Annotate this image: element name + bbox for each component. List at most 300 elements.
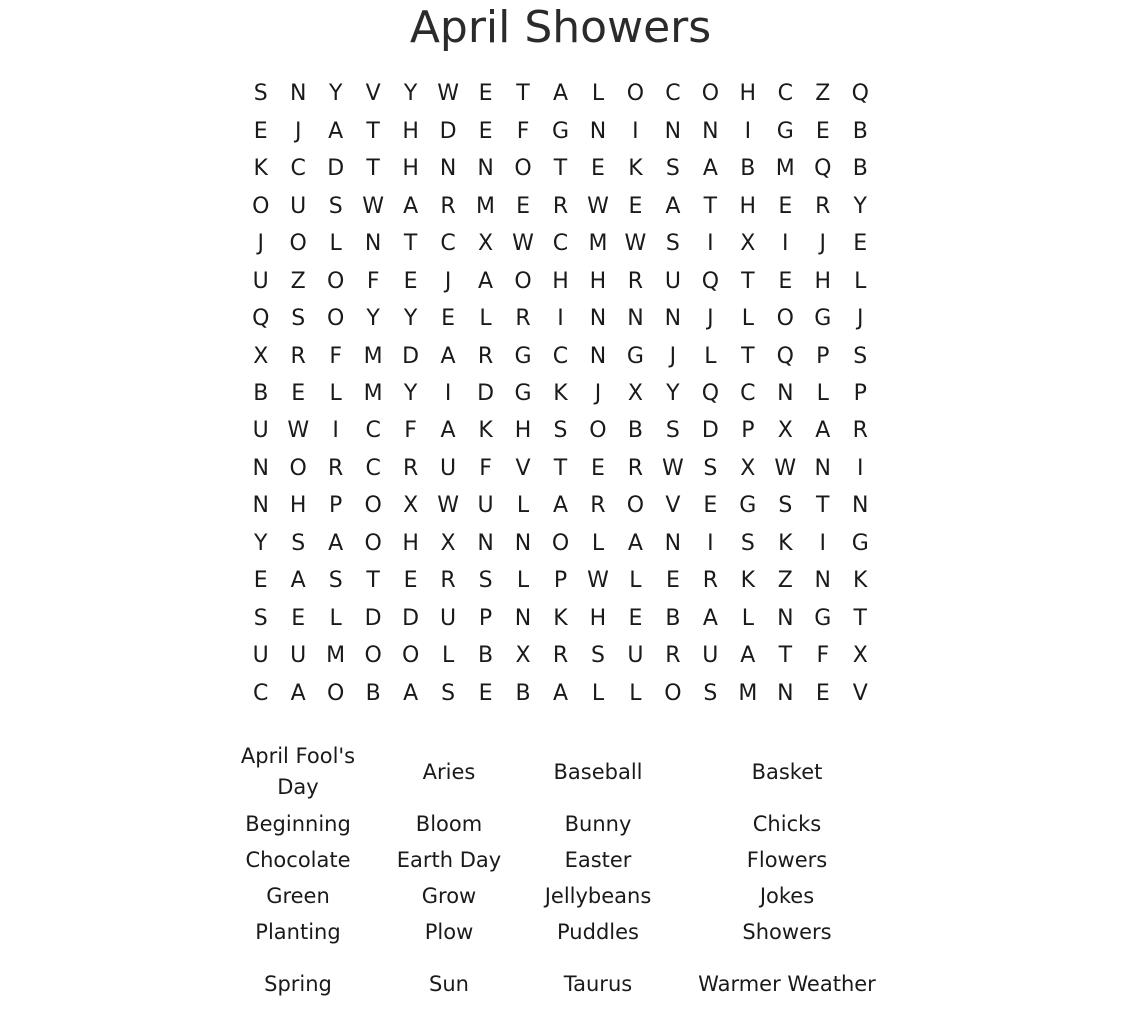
grid-letter: T [366,118,380,144]
word-list-item: Jellybeans [544,883,652,908]
grid-letter: L [704,343,717,369]
word-list-item: Showers [742,919,832,944]
grid-letter: H [552,268,569,294]
grid-letter: I [744,118,752,144]
grid-letter: Z [290,268,306,294]
grid-letter: B [478,643,494,669]
grid-letter: B [665,605,681,631]
grid-letter: E [703,493,718,519]
grid-letter: O [364,493,382,519]
grid-letter: M [363,343,383,369]
grid-letter: O [327,268,345,294]
grid-letter: T [553,156,568,182]
grid-letter: L [591,680,605,706]
grid-letter: S [553,418,568,444]
grid-letter: R [402,455,419,481]
grid-letter: W [287,418,310,444]
grid-letter: E [478,81,493,107]
grid-letter: L [741,605,754,631]
grid-letter: W [774,455,797,481]
grid-letter: N [852,493,869,519]
grid-letter: V [365,81,381,107]
word-list-item: Basket [751,759,823,784]
grid-letter: K [253,156,268,182]
grid-letter: O [514,268,532,294]
grid-letter: K [478,418,493,444]
grid-letter: C [290,156,306,182]
word-list-item: Baseball [553,759,643,784]
grid-letter: S [441,680,456,706]
grid-letter: T [553,455,568,481]
grid-letter: O [776,306,794,332]
grid-letter: S [291,306,306,332]
grid-letter: E [291,380,306,406]
word-list-item: Green [266,883,330,908]
grid-letter: X [515,643,531,669]
grid-letter: T [778,643,793,669]
grid-letter: I [557,306,564,332]
word-list-item: Sun [429,971,469,996]
grid-letter: G [514,343,532,369]
word-list-item: Puddles [557,919,639,944]
grid-letter: G [551,118,570,144]
grid-letter: R [515,306,531,332]
word-list-item: Easter [564,847,632,872]
grid-letter: K [853,568,868,594]
grid-letter: H [289,493,307,519]
grid-letter: E [591,156,605,182]
grid-letter: N [627,306,644,332]
grid-letter: Q [701,380,720,406]
grid-letter: Z [777,568,793,594]
grid-letter: C [665,81,681,107]
grid-letter: V [852,680,868,706]
grid-letter: L [516,568,530,594]
word-list-item: Grow [421,883,477,908]
grid-letter: J [707,306,714,332]
grid-letter: S [328,193,343,219]
grid-letter: R [590,493,606,519]
grid-letter: I [444,380,452,406]
grid-letter: E [853,231,868,257]
grid-letter: N [702,118,719,144]
grid-letter: U [440,455,457,481]
grid-letter: F [479,455,492,481]
grid-letter: O [626,81,645,107]
grid-letter: R [552,193,569,219]
grid-letter: E [778,268,793,294]
grid-letter: E [253,568,268,594]
grid-letter: T [516,81,530,107]
grid-letter: O [664,680,682,706]
grid-letter: M [775,156,795,182]
grid-letter: C [777,81,793,107]
grid-letter: V [515,455,531,481]
grid-letter: V [665,493,681,519]
grid-letter: R [627,268,644,294]
word-list-item: Bloom [415,811,483,836]
grid-letter: N [777,605,794,631]
grid-letter: H [402,156,419,182]
word-list-item: Bunny [564,811,632,836]
grid-letter: S [253,605,268,631]
grid-letter: T [366,568,380,594]
grid-letter: J [294,118,302,144]
grid-letter: F [366,268,380,294]
grid-letter: U [627,643,644,669]
grid-letter: X [852,643,868,669]
grid-letter: J [444,268,452,294]
grid-letter: C [253,680,269,706]
grid-letter: N [439,156,457,182]
grid-letter: W [437,81,459,107]
grid-letter: T [703,193,718,219]
word-list-item: Flowers [746,847,828,872]
grid-letter: Q [776,343,794,369]
grid-letter: Z [815,81,831,107]
grid-letter: R [552,643,569,669]
grid-letter: L [329,231,342,257]
grid-letter: X [253,343,269,369]
grid-letter: O [551,530,570,556]
grid-letter: N [252,455,269,481]
word-list-item: Taurus [563,971,633,996]
grid-letter: N [664,306,682,332]
grid-letter: O [514,156,532,182]
word-list-item: Warmer Weather [698,971,876,996]
grid-letter: I [819,530,827,556]
grid-letter: B [852,118,868,144]
word-list-item: Plow [424,919,474,944]
grid-letter: Y [403,81,418,107]
grid-letter: W [587,193,609,219]
grid-letter: A [328,118,344,144]
grid-letter: M [476,193,496,219]
grid-letter: B [852,156,868,182]
grid-letter: N [589,306,607,332]
grid-letter: T [403,231,418,257]
word-list-item: Chicks [752,811,822,836]
grid-letter: H [514,418,532,444]
grid-letter: W [624,231,647,257]
grid-letter: D [402,605,420,631]
grid-letter: E [478,680,493,706]
grid-letter: L [629,568,642,594]
grid-letter: S [853,343,868,369]
grid-letter: B [365,680,381,706]
grid-letter: A [290,680,306,706]
word-list [222,738,902,1018]
grid-letter: P [329,493,343,519]
grid-letter: A [815,418,831,444]
grid-letter: O [327,306,345,332]
grid-letter: G [814,605,832,631]
grid-letter: K [553,605,568,631]
grid-letter: R [815,193,831,219]
grid-letter: A [290,568,306,594]
grid-letter: M [326,643,346,669]
grid-letter: C [440,231,456,257]
grid-letter: K [740,568,756,594]
word-list-item: Beginning [245,811,351,836]
grid-letter: K [553,380,568,406]
grid-letter: Y [366,306,380,332]
grid-letter: E [291,605,306,631]
grid-letter: R [627,455,644,481]
grid-letter: X [740,231,756,257]
grid-letter: Y [403,380,418,406]
grid-letter: T [816,493,830,519]
grid-letter: I [707,530,714,556]
grid-letter: I [856,455,864,481]
grid-letter: E [665,568,680,594]
grid-letter: M [738,680,758,706]
grid-letter: H [739,81,757,107]
grid-letter: P [853,380,867,406]
grid-letter: L [441,643,455,669]
grid-letter: A [702,605,718,631]
grid-letter: N [777,380,794,406]
grid-letter: H [402,530,419,556]
grid-letter: W [662,455,684,481]
grid-letter: H [402,118,419,144]
grid-letter: K [628,156,643,182]
grid-letter: O [701,81,720,107]
grid-letter: D [402,343,420,369]
grid-letter: N [664,530,682,556]
grid-letter: T [853,605,867,631]
grid-letter: S [703,455,718,481]
grid-letter: C [740,380,756,406]
grid-letter: D [439,118,457,144]
grid-letter: N [589,343,607,369]
grid-letter: E [516,193,530,219]
grid-letter: A [552,81,569,107]
word-list-item: Chocolate [245,847,351,872]
grid-letter: H [739,193,757,219]
grid-letter: P [816,343,830,369]
grid-letter: G [626,343,644,369]
grid-letter: Y [403,306,418,332]
grid-letter: T [741,343,755,369]
grid-letter: L [629,680,642,706]
grid-letter: W [512,231,534,257]
grid-letter: G [814,306,832,332]
grid-letter: Y [666,380,680,406]
grid-letter: H [589,605,607,631]
grid-letter: S [590,643,605,669]
grid-letter: S [665,231,680,257]
grid-letter: I [332,418,339,444]
grid-letter: A [403,193,419,219]
grid-letter: E [628,193,643,219]
grid-letter: C [552,343,569,369]
grid-letter: N [514,605,532,631]
grid-letter: E [441,306,456,332]
grid-letter: U [290,643,307,669]
grid-letter: A [552,493,569,519]
grid-letter: X [478,231,494,257]
grid-letter: U [252,643,269,669]
grid-letter: N [364,231,382,257]
grid-letter: O [589,418,607,444]
grid-letter: R [852,418,868,444]
grid-letter: A [665,193,681,219]
grid-letter: S [665,418,680,444]
grid-letter: D [701,418,719,444]
grid-letter: S [478,568,493,594]
grid-letter: I [632,118,639,144]
grid-letter: K [778,530,793,556]
grid-letter: B [515,680,531,706]
grid-letter: B [740,156,756,182]
grid-letter: E [628,605,643,631]
grid-letter: P [478,605,493,631]
grid-letter: C [365,455,381,481]
grid-letter: F [329,343,342,369]
grid-letter: D [477,380,495,406]
grid-letter: P [741,418,755,444]
grid-letter: A [440,418,456,444]
grid-letter: H [589,268,607,294]
grid-letter: U [290,193,307,219]
grid-letter: O [252,193,270,219]
grid-letter: S [740,530,755,556]
grid-letter: E [778,193,793,219]
grid-letter: R [702,568,718,594]
grid-letter: D [327,156,345,182]
grid-letter: B [253,380,269,406]
grid-letter: G [514,380,532,406]
grid-letter: P [553,568,568,594]
grid-letter: X [440,530,456,556]
grid-letter: A [702,156,718,182]
grid-letter: C [552,231,569,257]
grid-letter: Q [814,156,832,182]
grid-letter: E [403,568,418,594]
grid-letter: W [362,193,385,219]
grid-letter: N [252,493,269,519]
grid-letter: Y [328,81,343,107]
grid-letter: G [851,530,869,556]
grid-letter: Y [853,193,867,219]
grid-letter: W [437,493,459,519]
grid-letter: N [589,118,607,144]
grid-letter: H [814,268,832,294]
grid-letter: E [815,118,830,144]
grid-letter: J [856,306,864,332]
grid-letter: N [777,680,794,706]
grid-letter: A [478,268,494,294]
grid-letter: E [403,268,418,294]
grid-letter: N [664,118,682,144]
grid-letter: X [627,380,643,406]
grid-letter: G [739,493,757,519]
grid-letter: O [327,680,345,706]
grid-letter: S [703,680,718,706]
grid-letter: J [669,343,677,369]
grid-letter: T [741,268,755,294]
grid-letter: F [404,418,417,444]
grid-letter: T [366,156,380,182]
grid-letter: L [329,605,342,631]
grid-letter: N [477,156,494,182]
grid-letter: Q [851,81,869,107]
word-list-item: Jokes [759,883,815,908]
grid-letter: I [782,231,789,257]
grid-letter: S [253,81,268,107]
grid-letter: O [401,643,420,669]
grid-letter: E [591,455,605,481]
grid-letter: L [591,81,605,107]
letter-grid [242,75,879,712]
grid-letter: R [290,343,306,369]
grid-letter: R [477,343,494,369]
word-list-item: Spring [264,971,332,996]
grid-letter: C [365,418,381,444]
grid-letter: R [665,643,681,669]
word-list-item: Earth Day [396,847,502,872]
grid-letter: U [440,605,457,631]
grid-letter: S [665,156,680,182]
grid-letter: L [479,306,492,332]
grid-letter: W [587,568,609,594]
grid-letter: S [328,568,343,594]
grid-letter: O [289,231,307,257]
grid-letter: N [289,81,307,107]
grid-letter: U [702,643,719,669]
puzzle-title: April Showers [409,2,712,53]
word-list-item: Aries [422,759,476,784]
grid-letter: E [478,118,493,144]
grid-letter: G [776,118,794,144]
grid-letter: M [588,231,608,257]
grid-letter: R [440,193,456,219]
grid-letter: F [516,118,530,144]
grid-letter: O [364,643,382,669]
grid-letter: Q [701,268,720,294]
grid-letter: R [328,455,344,481]
grid-letter: N [514,530,532,556]
grid-letter: U [252,418,269,444]
grid-letter: N [814,455,831,481]
grid-letter: D [364,605,382,631]
grid-letter: U [252,268,269,294]
grid-letter: J [594,380,602,406]
grid-letter: U [664,268,681,294]
grid-letter: I [707,231,714,257]
grid-letter: L [516,493,530,519]
grid-letter: O [626,493,645,519]
grid-letter: L [329,380,342,406]
grid-letter: L [854,268,867,294]
grid-letter: J [819,231,827,257]
grid-letter: L [741,306,754,332]
grid-letter: O [364,530,382,556]
grid-letter: A [440,343,456,369]
word-list-item: April Fool's Day [240,744,356,799]
grid-letter: A [627,530,643,556]
grid-letter: F [816,643,830,669]
word-list-item: Planting [255,919,341,944]
grid-letter: A [403,680,419,706]
grid-letter: L [591,530,605,556]
grid-letter: N [477,530,494,556]
grid-letter: S [778,493,793,519]
grid-letter: R [440,568,456,594]
grid-letter: E [815,680,830,706]
grid-letter: A [552,680,569,706]
